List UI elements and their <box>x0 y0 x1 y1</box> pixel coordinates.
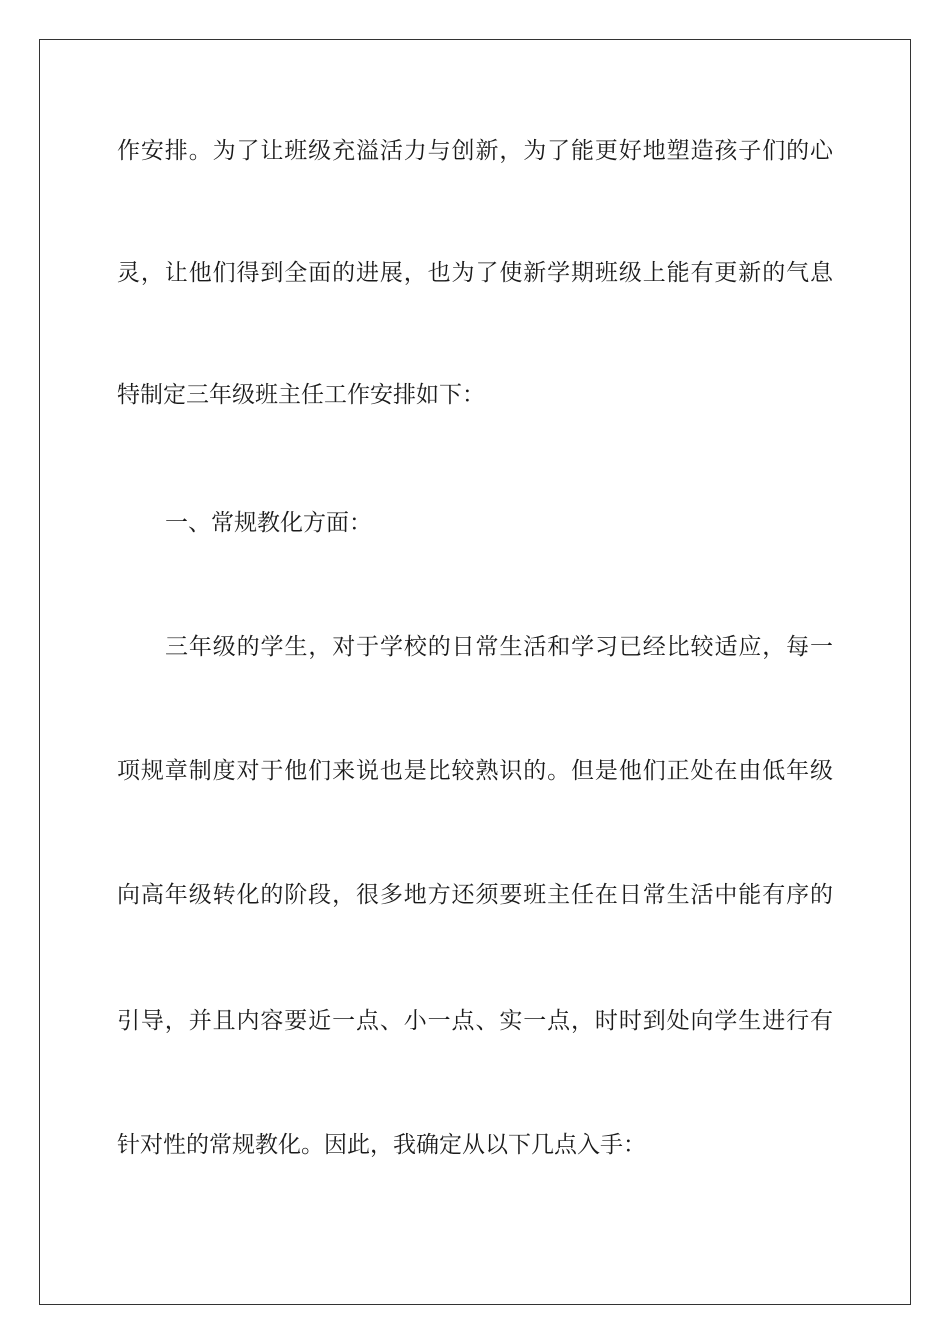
paragraph-line-6: 项规章制度对于他们来说也是比较熟识的。但是他们正处在由低年级 <box>117 758 833 784</box>
paragraph-line-8: 引导，并且内容要近一点、小一点、实一点，时时到处向学生进行有 <box>117 1008 833 1034</box>
section-heading: 一、常规教化方面： <box>165 510 372 536</box>
paragraph-line-1: 作安排。为了让班级充溢活力与创新，为了能更好地塑造孩子们的心 <box>117 138 833 164</box>
paragraph-line-2: 灵，让他们得到全面的进展，也为了使新学期班级上能有更新的气息 <box>117 260 833 286</box>
paragraph-line-7: 向高年级转化的阶段，很多地方还须要班主任在日常生活中能有序的 <box>117 882 833 908</box>
paragraph-line-5: 三年级的学生，对于学校的日常生活和学习已经比较适应，每一 <box>165 634 833 660</box>
paragraph-line-3: 特制定三年级班主任工作安排如下： <box>117 382 485 408</box>
paragraph-line-9: 针对性的常规教化。因此，我确定从以下几点入手： <box>117 1132 646 1158</box>
page-border <box>39 39 911 1305</box>
